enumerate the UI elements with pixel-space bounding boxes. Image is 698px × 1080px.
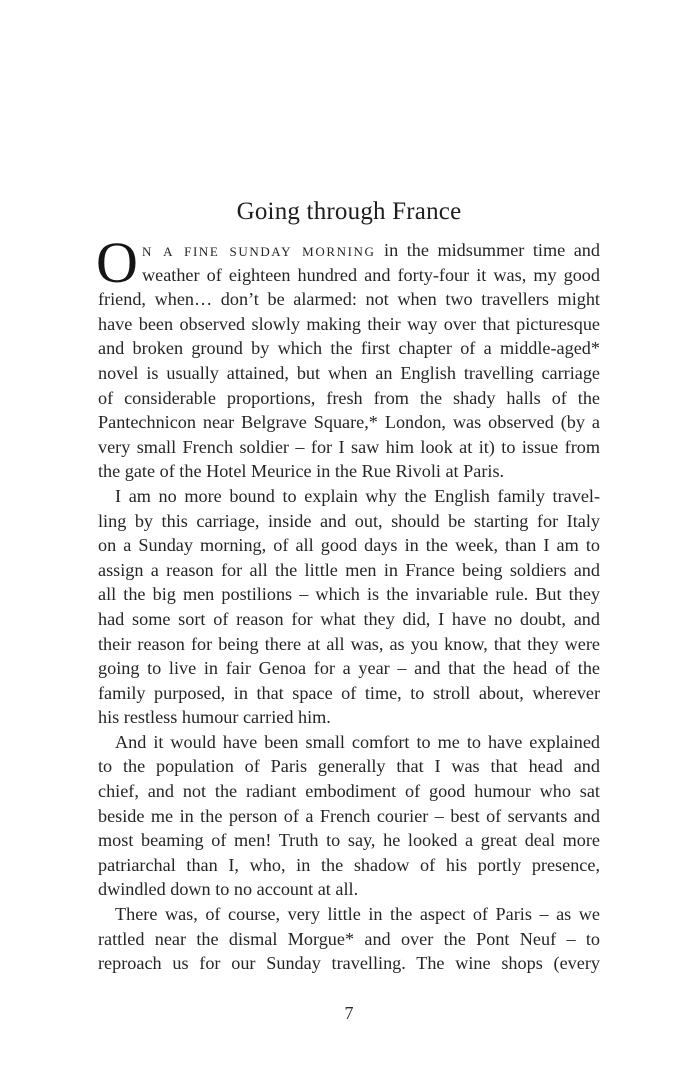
- text-line: his restless humour carried him.: [98, 707, 331, 728]
- text-line: Pantechnicon near Belgrave Square,* London, was observed (by a: [98, 412, 600, 433]
- text-line: very small French soldier – for I saw him look at it) to issue from: [98, 436, 600, 457]
- opening-smallcaps: n a fine sunday morning: [142, 240, 376, 260]
- text-line: all the big men postilions – which is the invariable rule. But they: [98, 584, 600, 605]
- text-line: most beaming of men! Truth to say, he looked a great deal more: [98, 830, 600, 851]
- text-line: going to live in fair Genoa for a year – and that the head of the: [98, 658, 600, 679]
- text-line: And it would have been small comfort to me to have explained: [115, 731, 600, 752]
- text-line: rattled near the dismal Morgue* and over the Pont Neuf – to: [98, 928, 600, 949]
- text-line: chief, and not the radiant embodiment of good humour who sat: [98, 781, 600, 802]
- text-line: have been observed slowly making their way over that picturesque: [98, 313, 600, 334]
- text-line: novel is usually attained, but when an English travelling carriage: [98, 362, 600, 383]
- text-line: patriarchal than I, who, in the shadow of his portly presence,: [98, 854, 600, 875]
- book-page: [98, 0, 600, 1080]
- drop-cap: O: [96, 230, 138, 295]
- text-line: [98, 238, 600, 263]
- text-line: reproach us for our Sunday travelling. The wine shops (every: [98, 953, 600, 974]
- text-line: family purposed, in that space of time, to stroll about, wherever: [98, 682, 600, 703]
- text-line-content: in the midsummer time and: [375, 240, 600, 260]
- text-line: and broken ground by which the first chapter of a middle-aged*: [98, 338, 600, 359]
- text-line: to the population of Paris generally that I was that head and: [98, 756, 600, 777]
- text-line: of considerable proportions, fresh from the shady halls of the: [98, 387, 600, 408]
- text-line: weather of eighteen hundred and forty-four it was, my good: [142, 264, 600, 285]
- text-line: There was, of course, very little in the aspect of Paris – as we: [115, 904, 600, 925]
- text-line: had some sort of reason for what they did, I have no doubt, and: [98, 608, 600, 629]
- chapter-body: [96, 230, 600, 976]
- text-line: beside me in the person of a French courier – best of servants and: [98, 805, 600, 826]
- text-line: the gate of the Hotel Meurice in the Rue Rivoli at Paris.: [98, 461, 505, 482]
- text-line: their reason for being there at all was, as you know, that they were: [98, 633, 600, 654]
- text-line: I am no more bound to explain why the English family travel-: [115, 485, 600, 506]
- text-line: assign a reason for all the little men in France being soldiers and: [98, 559, 600, 580]
- chapter-title: Going through France: [236, 198, 462, 225]
- text-line: ling by this carriage, inside and out, should be starting for Italy: [98, 510, 600, 531]
- page-number: 7: [344, 1003, 354, 1023]
- text-line: dwindled down to no account at all.: [98, 879, 359, 900]
- text-line: friend, when… don’t be alarmed: not when two travellers might: [98, 289, 600, 310]
- text-line: on a Sunday morning, of all good days in the week, than I am to: [98, 535, 600, 556]
